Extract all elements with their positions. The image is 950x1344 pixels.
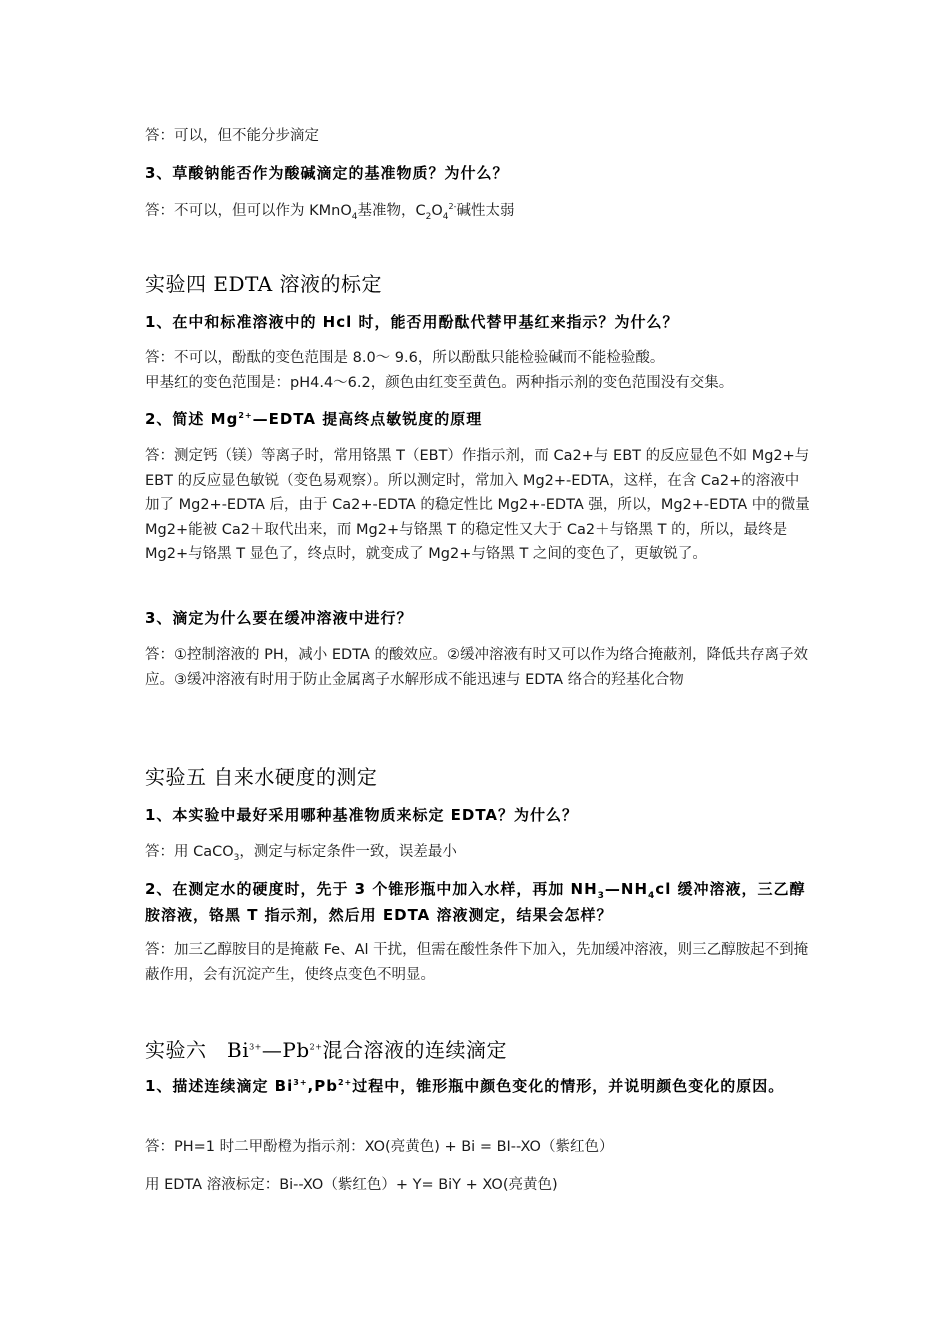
- answer-text: 答：①控制溶液的 PH，减小 EDTA 的酸效应。②缓冲溶液有时又可以作为络合掩蔽剂，降低共存离子效应。③缓冲溶液有时用于防止金属离子水解形成不能迅速与 EDTA 络合的羟基化合物: [145, 647, 808, 688]
- answer-text: 答：用 CaCO$_3$，测定与标定条件一致，误差最小: [145, 844, 457, 863]
- answer-text: 答：测定钙（镁）等离子时，常用铬黑 T（EBT）作指示剂，而 Ca2+与 EBT 的反应显色不如 Mg2+与 EBT 的反应显色敏锐（变色易观察）。所以测定时，常加入 Mg2+-EDTA，这样，在含 Ca2+的溶液中加了 Mg2+-EDTA 后，由于 Ca2+-EDTA 的稳定性比 Mg2+-EDTA 强，所以，Mg2+-EDTA 中的微量 Mg2+能被 Ca2＋取代出来，而 Mg2+与铬黑 T 的稳定性又大于 Ca2＋与铬黑 T 的，所以，最终是 Mg2+与铬黑 T 显色了，终点时，就变成了 Mg2+与铬黑 T 之间的变色了，更敏锐了。: [145, 448, 810, 562]
- section-heading: 实验五 自来水硬度的测定: [145, 765, 378, 789]
- question-heading: 2、简述 $Mg^{2+}—EDTA$ 提高终点敏锐度的原理: [145, 410, 483, 428]
- question-heading: 3、草酸钠能否作为酸碱滴定的基准物质？为什么？: [145, 164, 509, 182]
- answer-text: 答：加三乙醇胺目的是掩蔽 Fe、Al 干扰，但需在酸性条件下加入，先加缓冲溶液，则三乙醇胺起不到掩蔽作用，会有沉淀产生，使终点变色不明显。: [145, 942, 809, 983]
- answer-text: 答：不可以，但可以作为 KMnO$_4$基准物，$C_2O_4^{2-}$碱性太弱: [145, 202, 515, 222]
- section-heading: 实验四 EDTA 溶液的标定: [145, 272, 383, 296]
- answer-text: 答：不可以，酚酞的变色范围是 8.0～ 9.6，所以酚酞只能检验碱而不能检验酸。 甲基红的变色范围是：pH4.4～6.2，颜色由红变至黄色。两种指示剂的变色范围没有交集。: [145, 350, 734, 391]
- answer-text: 答：PH=1 时二甲酚橙为指示剂：XO(亮黄色) + Bi = BI--XO（紫红色）: [145, 1139, 614, 1155]
- question-heading: 2、在测定水的硬度时，先于 3 个锥形瓶中加入水样，再加 $NH_3—NH_4cl$ 缓冲溶液，三乙醇胺溶液，铬黑 T 指示剂，然后用 EDTA 溶液测定，结果会怎样？: [145, 880, 806, 924]
- answer-text: 答：可以，但不能分步滴定: [145, 128, 319, 144]
- question-heading: 3、滴定为什么要在缓冲溶液中进行？: [145, 609, 413, 627]
- section-heading: 实验六 $Bi^{3+}—Pb^{2+}$混合溶液的连续滴定: [145, 1038, 507, 1062]
- question-heading: 1、本实验中最好采用哪种基准物质来标定 EDTA？为什么？: [145, 806, 579, 824]
- answer-text: 用 EDTA 溶液标定：Bi--XO（紫红色）+ Y= BiY + XO(亮黄色): [145, 1177, 558, 1193]
- question-heading: 1、描述连续滴定 $Bi^{3+},Pb^{2+}$过程中，锥形瓶中颜色变化的情形，并说明颜色变化的原因。: [145, 1077, 785, 1095]
- question-heading: 1、在中和标准溶液中的 Hcl 时，能否用酚酞代替甲基红来指示？为什么？: [145, 313, 679, 331]
